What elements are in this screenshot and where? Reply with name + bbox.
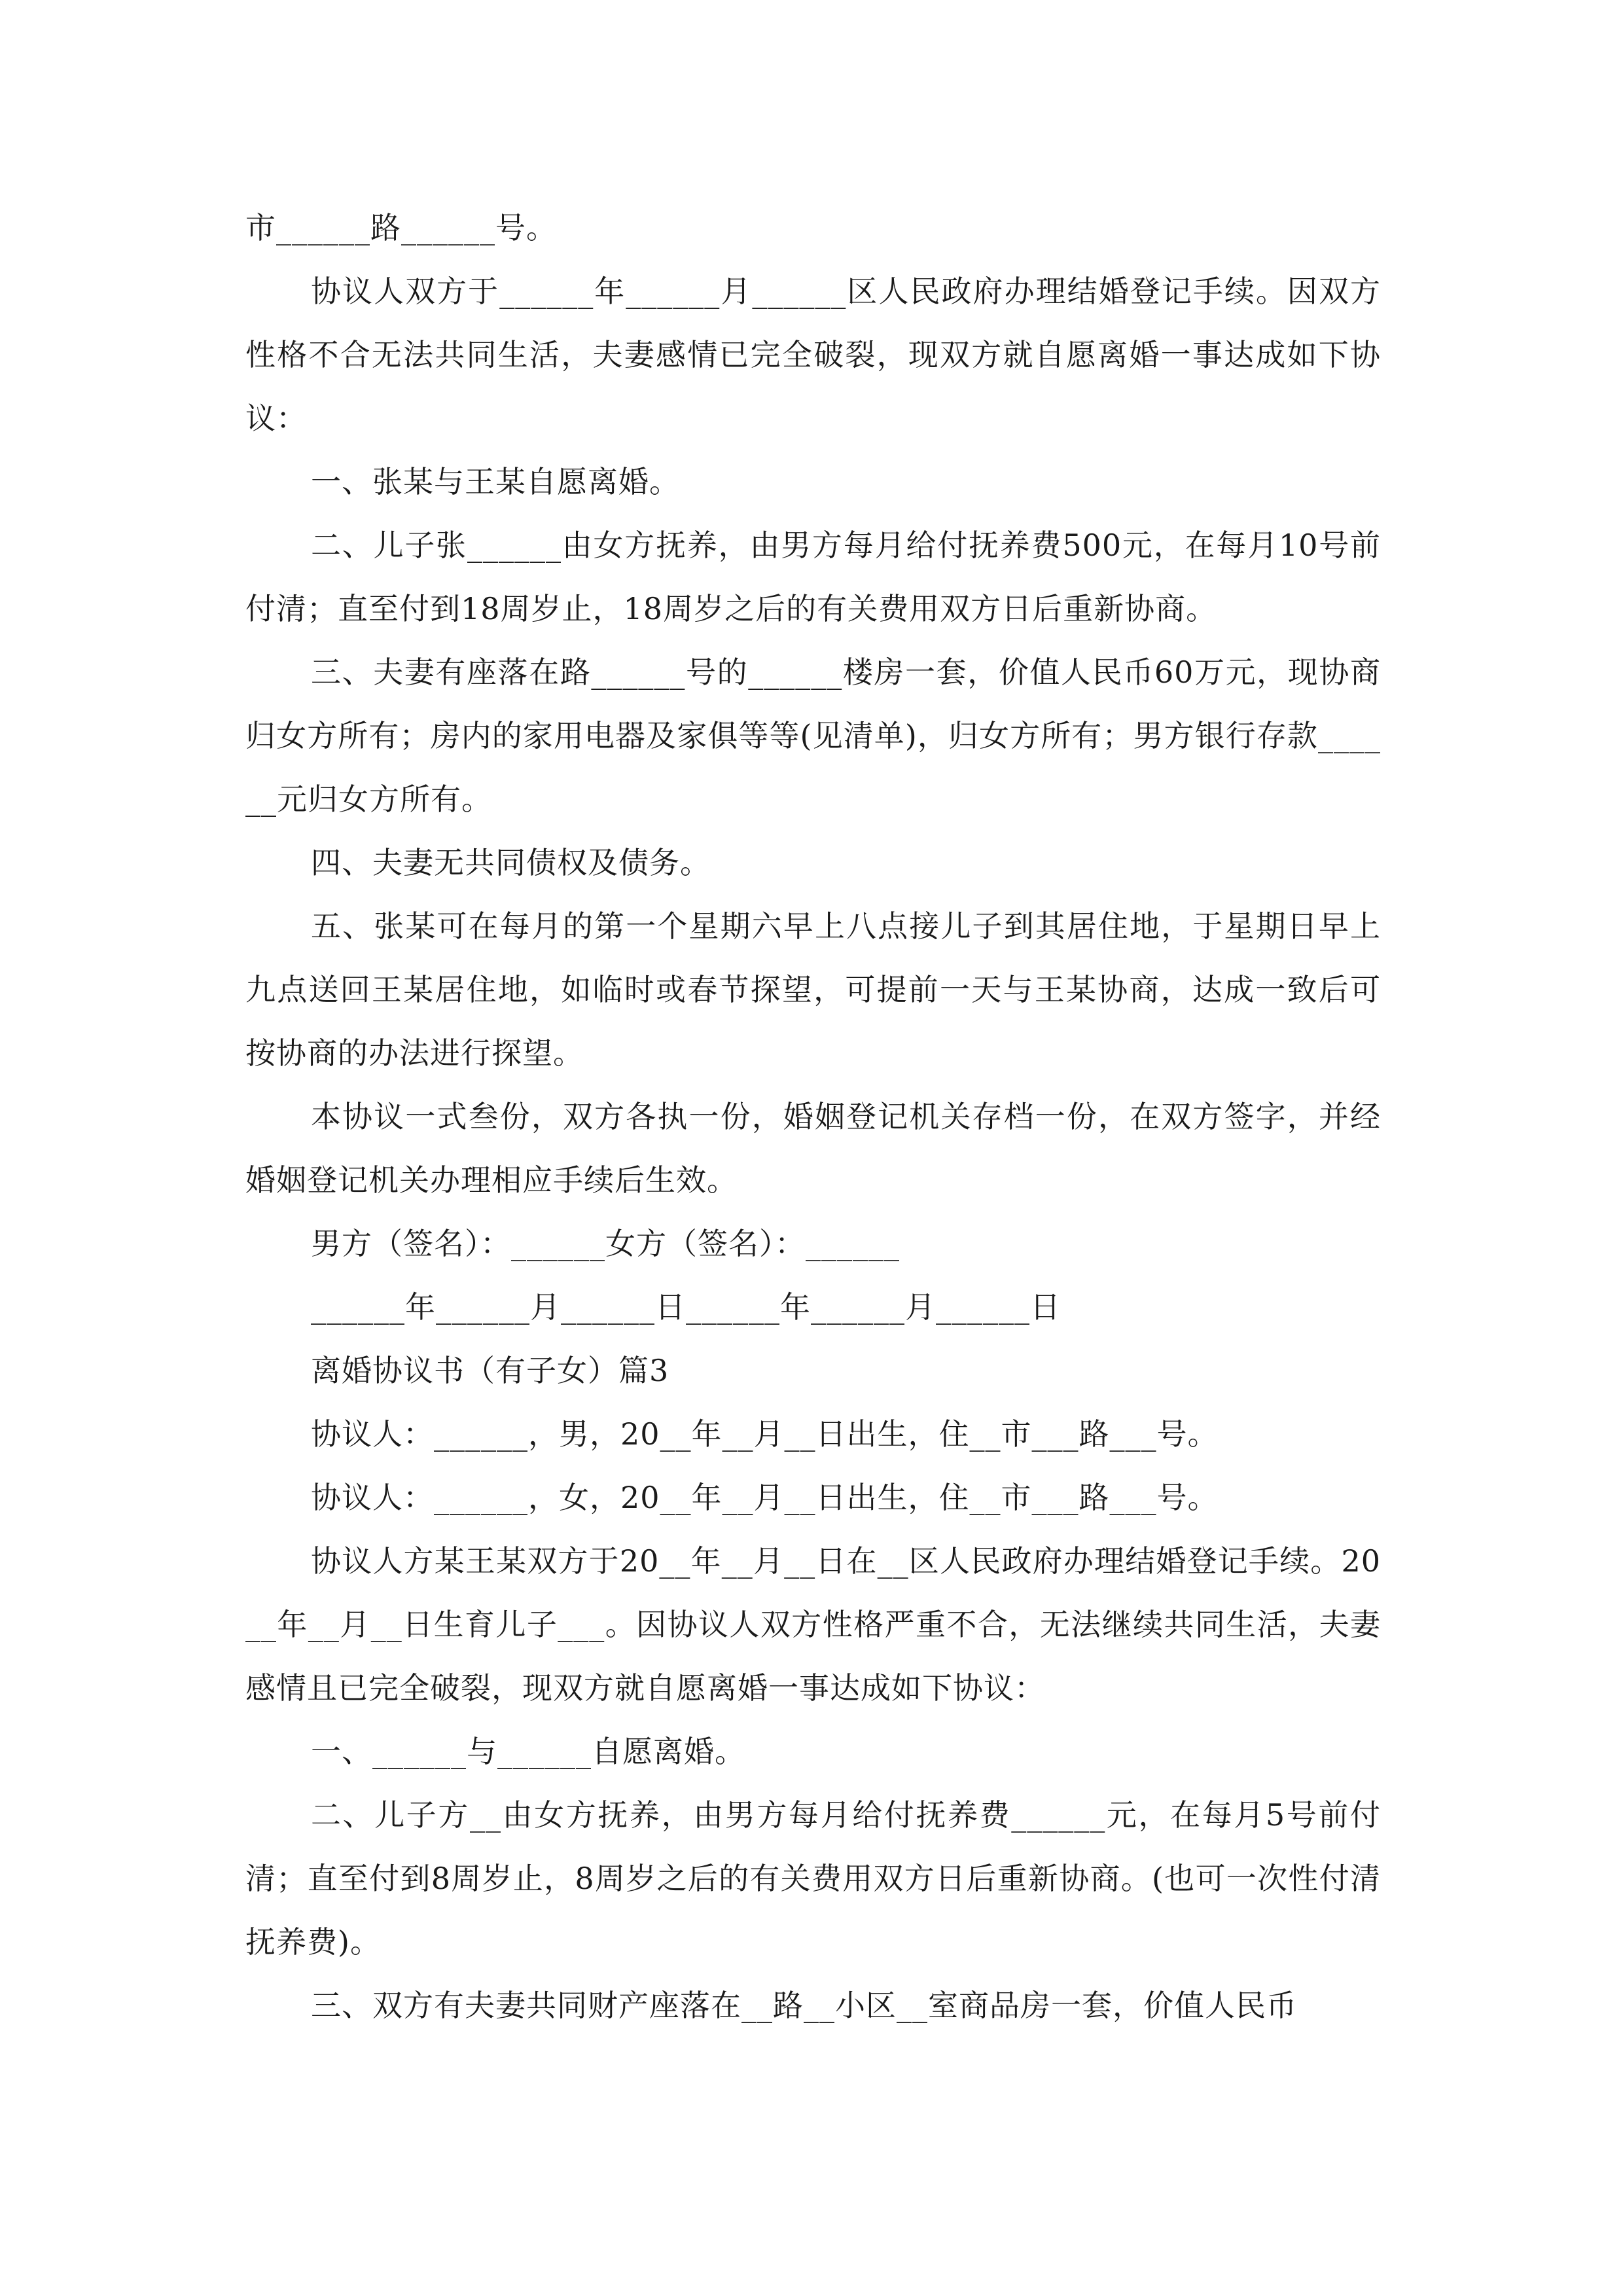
clause-2-child-support: 二、儿子张______由女方抚养，由男方每月给付抚养费500元，在每月10号前付清；直至付到18周岁止，18周岁之后的有关费用双方日后重新协商。 [245, 528, 1381, 626]
document-body [245, 196, 1381, 2037]
clause-1-divorce: 一、张某与王某自愿离婚。 [311, 464, 680, 499]
date-line: ______年______月______日______年______月______日 [311, 1289, 1061, 1325]
signature-line: 男方（签名）：______女方（签名）：______ [311, 1226, 900, 1261]
marriage-registration-paragraph: 协议人双方于______年______月______区人民政府办理结婚登记手续。因双方性格不合无法共同生活，夫妻感情已完全破裂，现双方就自愿离婚一事达成如下协议： [245, 274, 1381, 436]
clause-1-divorce-b: 一、______与______自愿离婚。 [311, 1734, 745, 1769]
clause-3-property-b: 三、双方有夫妻共同财产座落在__路__小区__室商品房一套，价值人民币 [311, 1988, 1297, 2023]
section-heading: 离婚协议书（有子女）篇3 [311, 1353, 669, 1388]
address-line: 市______路______号。 [245, 210, 557, 245]
clause-2-child-support-b: 二、儿子方__由女方抚养，由男方每月给付抚养费______元，在每月5号前付清；直至付到8周岁止，8周岁之后的有关费用双方日后重新协商。(也可一次性付清抚养费)。 [245, 1797, 1381, 1960]
party-male-line: 协议人：______，男，20__年__月__日出生，住__市___路___号。 [311, 1416, 1219, 1452]
party-female-line: 协议人：______，女，20__年__月__日出生，住__市___路___号。 [311, 1480, 1219, 1515]
registration-child-paragraph: 协议人方某王某双方于20__年__月__日在__区人民政府办理结婚登记手续。20__年__月__日生育儿子___。因协议人双方性格严重不合，无法继续共同生活，夫妻感情且已完全破裂，现双方就自愿离婚一事达成如下协议： [245, 1543, 1381, 1706]
clause-4-debts: 四、夫妻无共同债权及债务。 [311, 845, 711, 880]
clause-3-property: 三、夫妻有座落在路______号的______楼房一套，价值人民币60万元，现协商归女方所有；房内的家用电器及家俱等等(见清单)，归女方所有；男方银行存款______元归女方所有。 [245, 655, 1381, 817]
copies-effective-clause: 本协议一式叁份，双方各执一份，婚姻登记机关存档一份，在双方签字，并经婚姻登记机关办理相应手续后生效。 [245, 1099, 1381, 1198]
clause-5-visitation: 五、张某可在每月的第一个星期六早上八点接儿子到其居住地，于星期日早上九点送回王某居住地，如临时或春节探望，可提前一天与王某协商，达成一致后可按协商的办法进行探望。 [245, 908, 1381, 1071]
